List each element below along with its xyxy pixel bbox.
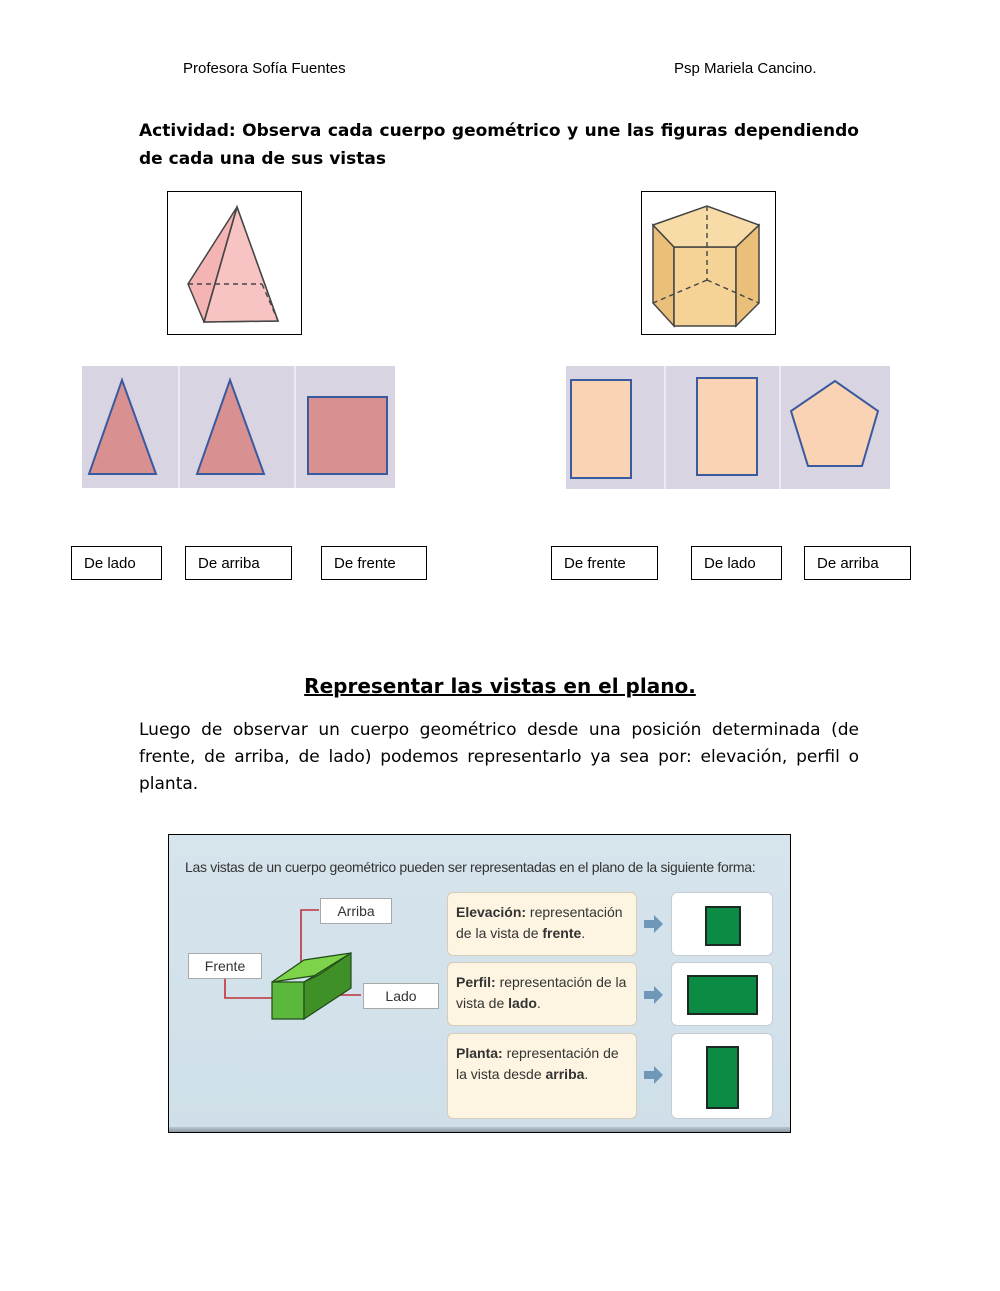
side-view-rectangle bbox=[687, 975, 758, 1015]
pyramid-views-strip bbox=[82, 366, 395, 488]
cuboid-front-face bbox=[272, 982, 304, 1019]
callout-frente: Frente bbox=[188, 953, 262, 979]
diagram-bottom-edge bbox=[169, 1127, 790, 1132]
header-teacher: Profesora Sofía Fuentes bbox=[183, 60, 346, 77]
views-diagram bbox=[168, 834, 791, 1133]
prism-views-strip bbox=[566, 366, 890, 489]
activity-instruction: Actividad: Observa cada cuerpo geométrico y une las figuras dependiendo de cada una de sus vistas bbox=[139, 121, 859, 169]
rectangle-view-2[interactable] bbox=[697, 378, 757, 475]
label-de-frente-2[interactable]: De frente bbox=[551, 546, 658, 580]
arrow-right-icon bbox=[642, 1065, 664, 1085]
label-de-arriba-1[interactable]: De arriba bbox=[185, 546, 292, 580]
rectangle-view-1[interactable] bbox=[571, 380, 631, 478]
desc-elevacion: Elevación: representación de la vista de frente. bbox=[447, 892, 637, 956]
square-view[interactable] bbox=[308, 397, 387, 474]
arrow-right-icon bbox=[642, 914, 664, 934]
front-view-square bbox=[705, 906, 741, 946]
result-elevacion bbox=[671, 892, 773, 956]
pyramid-icon bbox=[168, 192, 301, 334]
label-de-lado-1[interactable]: De lado bbox=[71, 546, 162, 580]
desc-perfil: Perfil: representación de la vista de lado. bbox=[447, 962, 637, 1026]
result-perfil bbox=[671, 962, 773, 1026]
label-de-arriba-2[interactable]: De arriba bbox=[804, 546, 911, 580]
pentagon-view[interactable] bbox=[791, 381, 878, 466]
arrow-right-icon bbox=[642, 985, 664, 1005]
triangle-view-1[interactable] bbox=[89, 380, 156, 474]
desc-planta: Planta: representación de la vista desde arriba. bbox=[447, 1033, 637, 1119]
pentagonal-prism-icon bbox=[642, 192, 775, 334]
callout-arriba: Arriba bbox=[320, 898, 392, 924]
header-assistant: Psp Mariela Cancino. bbox=[674, 60, 817, 77]
result-planta bbox=[671, 1033, 773, 1119]
diagram-title: Las vistas de un cuerpo geométrico pueden ser representadas en el plano de la siguiente forma: bbox=[185, 859, 756, 875]
prism-image bbox=[641, 191, 776, 335]
label-de-lado-2[interactable]: De lado bbox=[691, 546, 782, 580]
pyramid-image bbox=[167, 191, 302, 335]
section-title: Representar las vistas en el plano. bbox=[304, 674, 696, 698]
top-view-rectangle bbox=[706, 1046, 739, 1109]
callout-lado: Lado bbox=[363, 983, 439, 1009]
label-de-frente-1[interactable]: De frente bbox=[321, 546, 427, 580]
section-paragraph: Luego de observar un cuerpo geométrico desde una posición determinada (de frente, de arriba, de lado) podemos representarlo ya sea por: elevación, perfil o planta. bbox=[139, 720, 859, 794]
triangle-view-2[interactable] bbox=[197, 380, 264, 474]
